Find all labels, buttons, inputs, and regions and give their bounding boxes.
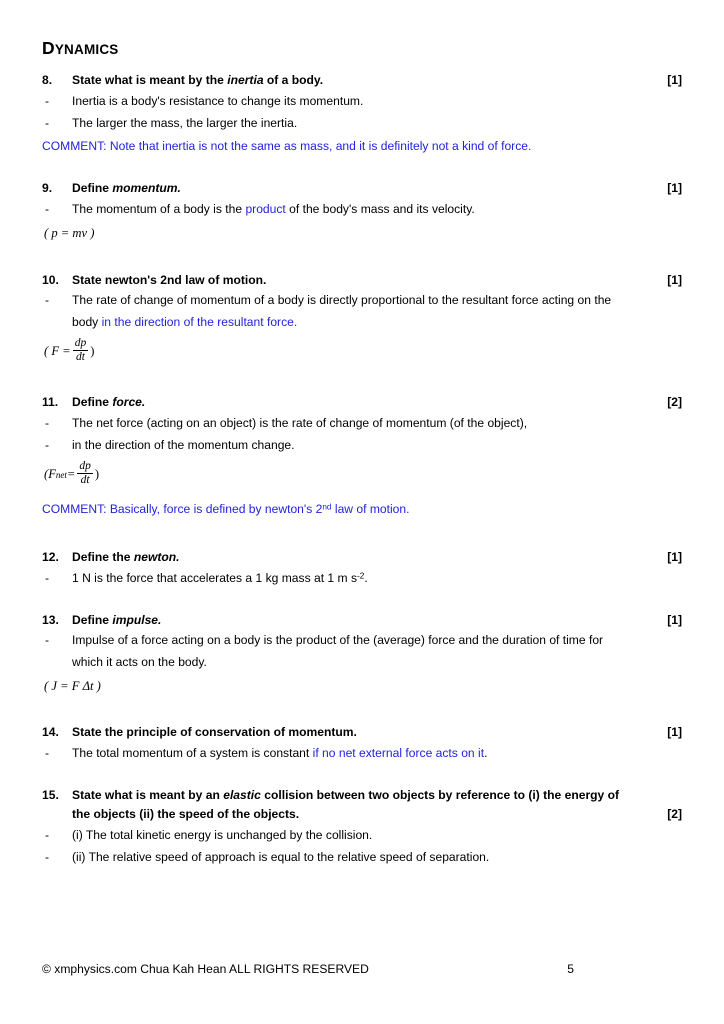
bullet-superscript: -2 xyxy=(357,571,365,581)
question-heading-11 xyxy=(42,393,682,412)
spacer xyxy=(42,159,682,167)
page-title-initial: D xyxy=(42,38,55,58)
bullet-text-highlight: if no net external force acts on it xyxy=(312,746,485,761)
question-prompt-9 xyxy=(72,179,667,198)
question-marks-8: [1] xyxy=(667,73,682,87)
bullet-text-after: . xyxy=(364,570,368,585)
question-heading-9 xyxy=(42,179,682,198)
equation-impulse xyxy=(42,678,682,696)
bullet-line-1: The rate of change of momentum of a body is directly proportional to the resultant force acting on the xyxy=(72,293,612,308)
question-block-15 xyxy=(42,786,682,868)
bullet-text: (ii) The relative speed of approach is equal to the relative speed of separation. xyxy=(72,849,490,864)
fraction xyxy=(73,337,89,364)
question-prompt-10: State newton's 2nd law of motion. xyxy=(72,272,267,287)
fraction-numerator: dp xyxy=(77,460,93,474)
question-number-10: 10. xyxy=(42,272,59,287)
bullet-text: The larger the mass, the larger the inertia. xyxy=(72,115,298,130)
question-heading-15 xyxy=(42,786,682,805)
prompt-prefix: Define xyxy=(72,612,113,627)
prompt-suffix: of a body. xyxy=(263,73,324,87)
bullet-text xyxy=(72,568,682,589)
answer-bullet xyxy=(42,290,682,332)
bullet-text: Inertia is a body's resistance to change its momentum. xyxy=(72,93,364,108)
bullet-line-1: Impulse of a force acting on a body is the product of the (average) force and the duration of time for xyxy=(72,633,604,648)
question-prompt-13 xyxy=(72,611,667,630)
answer-bullet xyxy=(42,113,682,134)
question-number-15: 15. xyxy=(42,788,59,803)
spacer xyxy=(42,522,682,536)
bullet-dash: - xyxy=(45,570,50,585)
bullet-text-highlight: product xyxy=(245,201,286,216)
bullet-text-before: 1 N is the force that accelerates a 1 kg mass at 1 m s xyxy=(72,570,358,585)
spacer xyxy=(42,245,682,259)
equation-net-force xyxy=(42,461,682,488)
equation-momentum xyxy=(42,225,682,243)
question-marks-13: [1] xyxy=(667,612,682,627)
question-number-12: 12. xyxy=(42,549,59,564)
question-number-13: 13. xyxy=(42,612,59,627)
bullet-text-before: The total momentum of a system is constant xyxy=(72,746,313,761)
question-prompt-14: State the principle of conservation of momentum. xyxy=(72,725,357,740)
question-marks-12: [1] xyxy=(667,549,682,564)
footer-copyright: © xmphysics.com Chua Kah Hean ALL RIGHTS RESERVED xyxy=(42,962,369,976)
answer-bullet xyxy=(42,568,682,589)
prompt-italic: impulse. xyxy=(112,612,162,627)
question-prompt-8 xyxy=(72,71,667,90)
bullet-text-after: . xyxy=(484,746,488,761)
bullet-dash: - xyxy=(45,293,50,308)
question-marks-11: [2] xyxy=(667,395,682,410)
question-prompt-15 xyxy=(72,786,682,805)
comment-note-11 xyxy=(42,499,682,520)
question-heading-12 xyxy=(42,548,682,567)
bullet-dash: - xyxy=(45,746,50,761)
bullet-dash: - xyxy=(45,633,50,648)
comment-note-8: COMMENT: Note that inertia is not the same as mass, and it is definitely not a kind of force. xyxy=(42,139,532,154)
bullet-text: (i) The total kinetic energy is unchanged by the collision. xyxy=(72,827,373,842)
spacer xyxy=(42,766,682,774)
spacer xyxy=(42,591,682,599)
question-block-9 xyxy=(42,179,682,243)
question-block-8 xyxy=(42,71,682,157)
question-heading-14 xyxy=(42,723,682,742)
equation-rhs: ) xyxy=(94,467,100,482)
equation-operator: = xyxy=(66,467,76,482)
prompt-italic: inertia xyxy=(227,73,264,87)
answer-bullet xyxy=(42,630,682,672)
equation-lhs: (F xyxy=(44,467,56,482)
prompt-suffix: collision between two objects by reference to (i) the energy of xyxy=(260,788,620,803)
bullet-dash: - xyxy=(45,438,50,453)
bullet-dash: - xyxy=(45,93,50,108)
question-number-14: 14. xyxy=(42,725,59,740)
question-marks-14: [1] xyxy=(667,725,682,740)
comment-after: law of motion. xyxy=(331,501,410,516)
question-marks-10: [1] xyxy=(667,272,682,287)
prompt-italic: momentum. xyxy=(112,181,181,196)
prompt-italic: elastic xyxy=(223,788,261,803)
comment-superscript: nd xyxy=(322,502,332,512)
bullet-dash: - xyxy=(45,115,50,130)
comment-before: COMMENT: Basically, force is defined by newton's 2 xyxy=(42,501,323,516)
question-marks-15: [2] xyxy=(667,807,682,822)
question-block-13 xyxy=(42,611,682,696)
equation-text: ( p = mv ) xyxy=(44,226,95,241)
bullet-text xyxy=(72,743,682,764)
bullet-dash: - xyxy=(45,827,50,842)
bullet-line-2: which it acts on the body. xyxy=(72,654,207,669)
fraction-denominator: dt xyxy=(75,350,85,363)
prompt-prefix: Define the xyxy=(72,549,134,564)
bullet-text-after: of the body's mass and its velocity. xyxy=(285,201,475,216)
question-heading-15-line2 xyxy=(42,805,682,824)
question-heading-10 xyxy=(42,271,682,290)
prompt-prefix: State what is meant by an xyxy=(72,788,224,803)
bullet-dash: - xyxy=(45,201,50,216)
prompt-prefix: Define xyxy=(72,395,113,410)
prompt-prefix: Define xyxy=(72,181,113,196)
question-number-8: 8. xyxy=(42,73,53,87)
answer-bullet xyxy=(42,847,682,868)
answer-bullet xyxy=(42,825,682,846)
answer-bullet xyxy=(42,435,682,456)
page-title xyxy=(42,38,682,59)
answer-bullet xyxy=(42,91,682,112)
spacer xyxy=(42,367,682,381)
prompt-prefix: State what is meant by the xyxy=(72,73,228,87)
question-block-12 xyxy=(42,548,682,589)
answer-bullet xyxy=(42,743,682,764)
question-block-10 xyxy=(42,271,682,365)
question-number-9: 9. xyxy=(42,181,53,196)
equation-lhs: ( F = xyxy=(44,343,71,358)
equation-text: ( J = F Δt ) xyxy=(44,678,101,693)
question-prompt-12 xyxy=(72,548,667,567)
page-title-rest: YNAMICS xyxy=(54,42,119,57)
question-heading-8 xyxy=(42,71,682,90)
fraction-denominator: dt xyxy=(80,474,90,487)
fraction xyxy=(77,460,93,487)
bullet-text xyxy=(72,290,682,332)
answer-bullet xyxy=(42,413,682,434)
question-number-11: 11. xyxy=(42,395,59,410)
equation-rhs: ) xyxy=(90,343,95,358)
page-footer xyxy=(42,962,682,976)
spacer xyxy=(42,697,682,711)
bullet-line-2-highlight: in the direction of the resultant force. xyxy=(101,314,298,329)
bullet-text: in the direction of the momentum change. xyxy=(72,438,295,453)
question-prompt-15-line2: the objects (ii) the speed of the objects. xyxy=(72,807,300,822)
bullet-text: The net force (acting on an object) is the rate of change of momentum (of the object), xyxy=(72,415,528,430)
question-marks-9: [1] xyxy=(667,181,682,196)
prompt-italic: force. xyxy=(112,395,146,410)
bullet-text xyxy=(72,630,682,672)
bullet-text-before: The momentum of a body is the xyxy=(72,201,246,216)
bullet-line-2-black: body xyxy=(72,314,102,329)
answer-bullet xyxy=(42,199,682,220)
prompt-italic: newton. xyxy=(133,549,180,564)
equation-subscript: net xyxy=(55,469,67,480)
bullet-dash: - xyxy=(45,415,50,430)
bullet-text xyxy=(72,199,682,220)
equation-newton-second-law xyxy=(42,338,682,365)
bullet-dash: - xyxy=(45,849,50,864)
question-prompt-11 xyxy=(72,393,667,412)
footer-page-number: 5 xyxy=(567,962,574,976)
question-heading-13 xyxy=(42,611,682,630)
fraction-numerator: dp xyxy=(73,337,89,351)
question-block-11 xyxy=(42,393,682,520)
question-block-14 xyxy=(42,723,682,764)
